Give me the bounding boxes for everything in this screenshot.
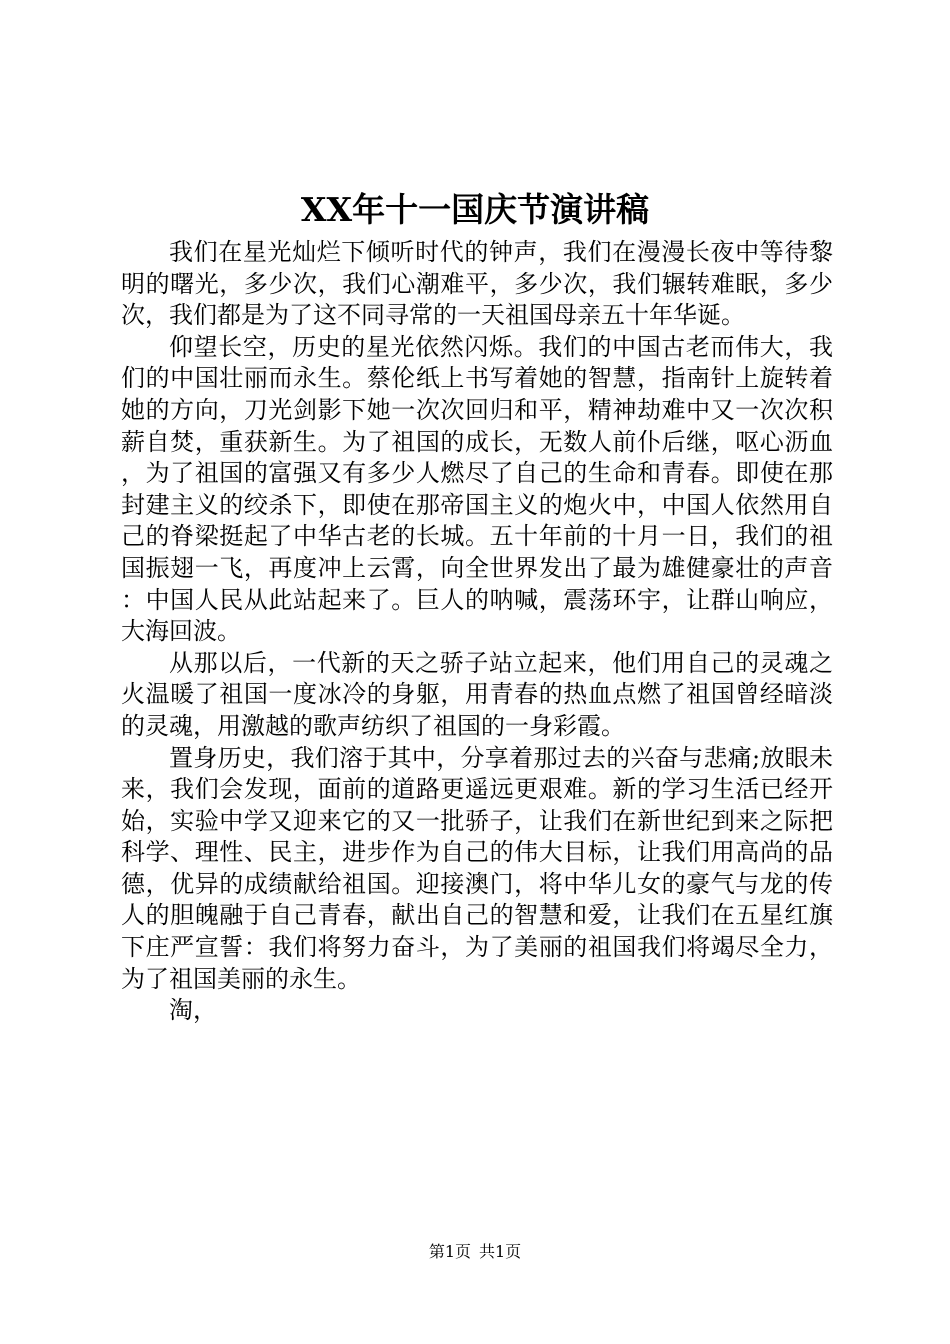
document-body bbox=[121, 237, 833, 1027]
page-footer bbox=[0, 1240, 950, 1264]
paragraph-2: 仰望长空，历史的星光依然闪烁。我们的中国古老而伟大，我们的中国壮丽而永生。蔡伦纸上书写着她的智慧，指南针上旋转着她的方向，刀光剑影下她一次次回归和平，精神劫难中又一次次积薪自焚，重获新生。为了祖国的成长，无数人前仆后继，呕心沥血，为了祖国的富强又有多少人燃尽了自己的生命和青春。即使在那封建主义的绞杀下，即使在那帝国主义的炮火中，中国人依然用自己的脊梁挺起了中华古老的长城。五十年前的十月一日，我们的祖国振翅一飞，再度冲上云霄，向全世界发出了最为雄健豪壮的声音：中国人民从此站起来了。巨人的呐喊，震荡环宇，让群山响应，大海回波。 bbox=[121, 332, 833, 646]
paragraph-5: 淘， bbox=[169, 996, 217, 1025]
paragraph-4: 置身历史，我们溶于其中，分享着那过去的兴奋与悲痛;放眼未来，我们会发现，面前的道路更遥远更艰难。新的学习生活已经开始，实验中学又迎来它的又一批骄子，让我们在新世纪到来之际把科学、理性、民主，进步作为自己的伟大目标，让我们用高尚的品德，优异的成绩献给祖国。迎接澳门，将中华儿女的豪气与龙的传人的胆魄融于自己青春，献出自己的智慧和爱，让我们在五星红旗下庄严宣誓：我们将努力奋斗，为了美丽的祖国我们将竭尽全力，为了祖国美丽的永生。 bbox=[121, 743, 833, 993]
paragraph-1: 我们在星光灿烂下倾听时代的钟声，我们在漫漫长夜中等待黎明的曙光，多少次，我们心潮难平，多少次，我们辗转难眠，多少次，我们都是为了这不同寻常的一天祖国母亲五十年华诞。 bbox=[121, 238, 833, 330]
page-total: 共1页 bbox=[479, 1242, 522, 1261]
paragraph-3: 从那以后，一代新的天之骄子站立起来，他们用自己的灵魂之火温暖了祖国一度冰冷的身躯，用青春的热血点燃了祖国曾经暗淡的灵魂，用激越的歌声纺织了祖国的一身彩霞。 bbox=[121, 648, 833, 740]
page-number: 第1页 bbox=[428, 1242, 471, 1261]
document-title: XX年十一国庆节演讲稿 bbox=[300, 190, 650, 229]
